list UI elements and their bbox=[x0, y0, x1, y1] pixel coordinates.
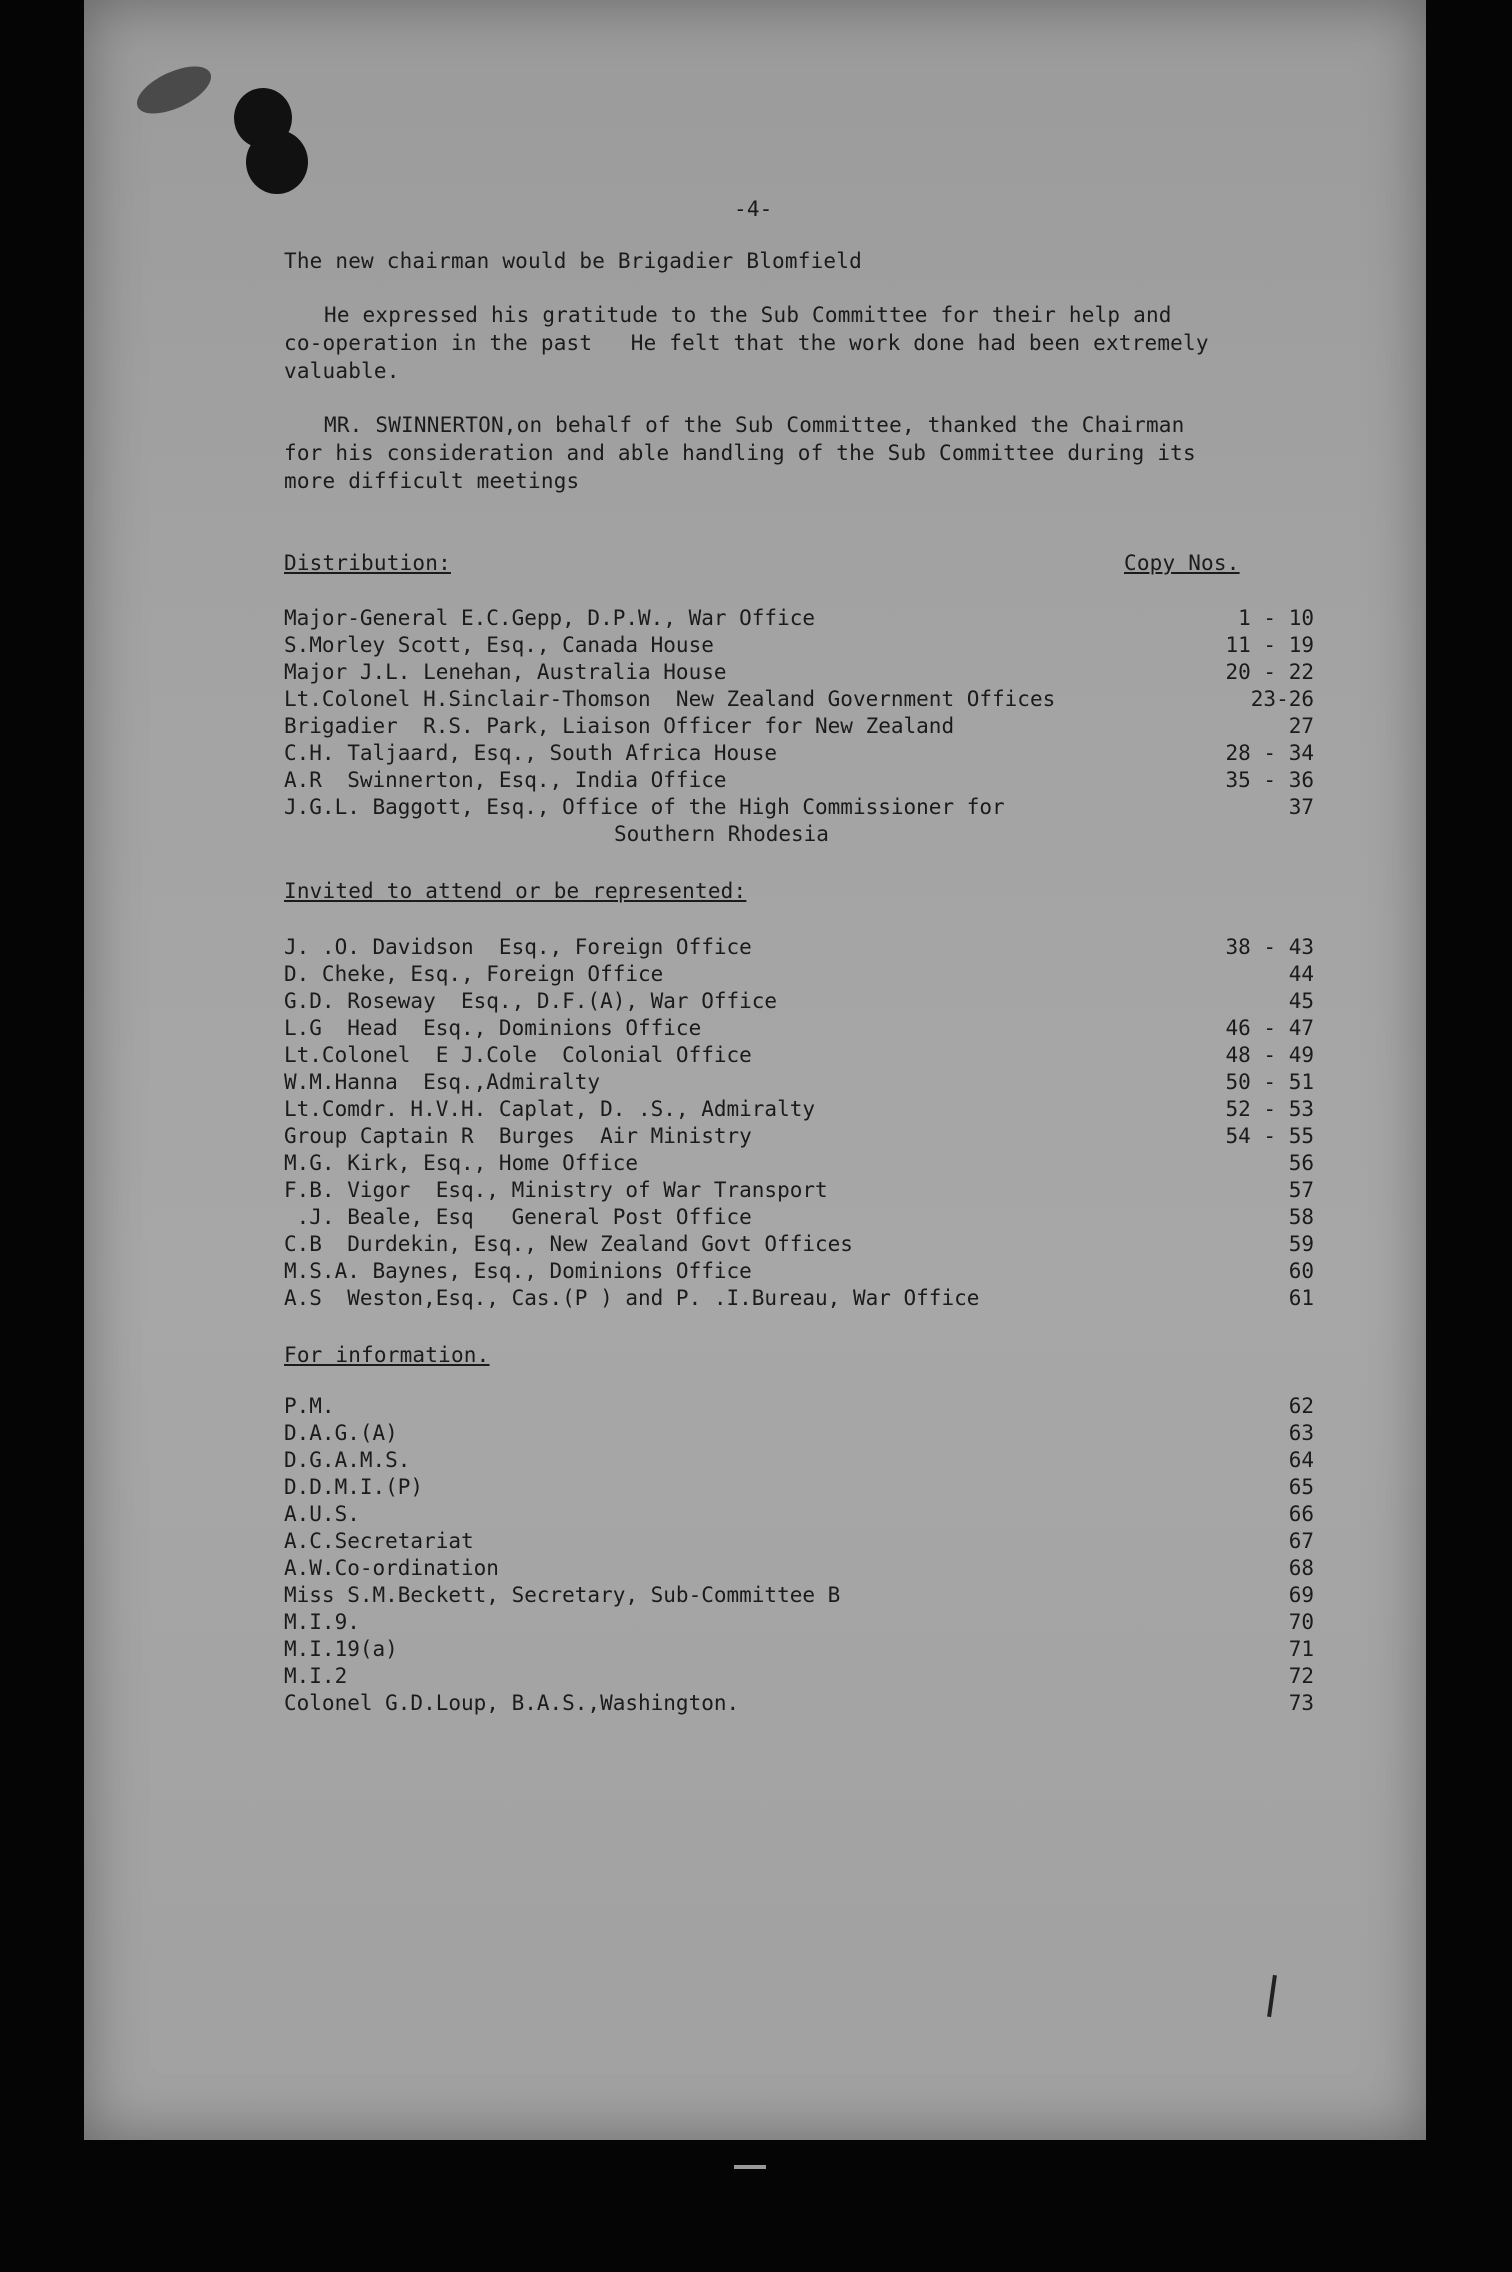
ink-blot bbox=[246, 130, 308, 194]
recipient-name: L.G Head Esq., Dominions Office bbox=[284, 1016, 702, 1040]
information-row bbox=[284, 1663, 1314, 1690]
recipient-name: D.D.M.I.(P) bbox=[284, 1475, 424, 1499]
distribution-row bbox=[284, 659, 1314, 686]
copy-number: 63 bbox=[1288, 1421, 1314, 1445]
copy-number: 68 bbox=[1288, 1556, 1314, 1580]
information-row bbox=[284, 1555, 1314, 1582]
recipient-name: Group Captain R Burges Air Ministry bbox=[284, 1124, 752, 1148]
para2-line: more difficult meetings bbox=[284, 469, 580, 493]
information-row bbox=[284, 1501, 1314, 1528]
copy-number: 44 bbox=[1288, 962, 1314, 986]
recipient-name: Miss S.M.Beckett, Secretary, Sub-Committee B bbox=[284, 1583, 841, 1607]
recipient-name: D. Cheke, Esq., Foreign Office bbox=[284, 962, 664, 986]
for-information-heading: For information. bbox=[284, 1343, 490, 1367]
ink-smudge bbox=[130, 57, 218, 123]
information-row bbox=[284, 1690, 1314, 1717]
copy-number: 56 bbox=[1288, 1151, 1314, 1175]
recipient-name: C.B Durdekin, Esq., New Zealand Govt Offices bbox=[284, 1232, 853, 1256]
copy-number: 58 bbox=[1288, 1205, 1314, 1229]
document-sheet bbox=[84, 0, 1426, 2140]
recipient-name: A.R Swinnerton, Esq., India Office bbox=[284, 768, 727, 792]
copy-number: 65 bbox=[1288, 1475, 1314, 1499]
recipient-name: A.S Weston,Esq., Cas.(P ) and P. .I.Bureau, War Office bbox=[284, 1286, 980, 1310]
copy-number: 35 - 36 bbox=[1225, 768, 1314, 792]
copy-number: 45 bbox=[1288, 989, 1314, 1013]
distribution-row bbox=[284, 686, 1314, 713]
recipient-name: Major J.L. Lenehan, Australia House bbox=[284, 660, 727, 684]
invited-row bbox=[284, 961, 1314, 988]
recipient-name: A.W.Co-ordination bbox=[284, 1556, 499, 1580]
invited-row bbox=[284, 988, 1314, 1015]
copy-number: 20 - 22 bbox=[1225, 660, 1314, 684]
para1-line: valuable. bbox=[284, 359, 400, 383]
recipient-name: M.G. Kirk, Esq., Home Office bbox=[284, 1151, 639, 1175]
copy-number: 1 - 10 bbox=[1238, 606, 1314, 630]
para1-line: He expressed his gratitude to the Sub Committee for their help and bbox=[324, 303, 1172, 327]
copy-number: 37 bbox=[1288, 795, 1314, 819]
invited-row bbox=[284, 1042, 1314, 1069]
information-row bbox=[284, 1420, 1314, 1447]
distribution-row bbox=[284, 632, 1314, 659]
recipient-name: G.D. Roseway Esq., D.F.(A), War Office bbox=[284, 989, 778, 1013]
information-row bbox=[284, 1636, 1314, 1663]
recipient-name: Lt.Colonel H.Sinclair-Thomson New Zealand Government Offices bbox=[284, 687, 1056, 711]
recipient-name: S.Morley Scott, Esq., Canada House bbox=[284, 633, 714, 657]
information-row bbox=[284, 1609, 1314, 1636]
distribution-row bbox=[284, 713, 1314, 740]
pen-tick-mark bbox=[1267, 1975, 1277, 2017]
recipient-name: Lt.Colonel E J.Cole Colonial Office bbox=[284, 1043, 752, 1067]
distribution-row bbox=[284, 767, 1314, 794]
invited-row bbox=[284, 1123, 1314, 1150]
para2-line: MR. SWINNERTON,on behalf of the Sub Committee, thanked the Chairman bbox=[324, 413, 1185, 437]
copy-number: 61 bbox=[1288, 1286, 1314, 1310]
copy-number: 69 bbox=[1288, 1583, 1314, 1607]
copy-number: 38 - 43 bbox=[1225, 935, 1314, 959]
recipient-name: M.I.9. bbox=[284, 1610, 360, 1634]
recipient-name: F.B. Vigor Esq., Ministry of War Transport bbox=[284, 1178, 828, 1202]
invited-heading: Invited to attend or be represented: bbox=[284, 879, 747, 903]
recipient-name: D.A.G.(A) bbox=[284, 1421, 398, 1445]
invited-row bbox=[284, 1231, 1314, 1258]
distribution-row bbox=[284, 794, 1314, 821]
para2-line: for his consideration and able handling of the Sub Committee during its bbox=[284, 441, 1196, 465]
distribution-row bbox=[284, 740, 1314, 767]
recipient-name: M.I.2 bbox=[284, 1664, 348, 1688]
page-number: -4- bbox=[734, 197, 773, 221]
information-row bbox=[284, 1447, 1314, 1474]
recipient-continuation: Southern Rhodesia bbox=[614, 822, 829, 846]
recipient-name: Major-General E.C.Gepp, D.P.W., War Office bbox=[284, 606, 816, 630]
copy-number: 70 bbox=[1288, 1610, 1314, 1634]
copy-number: 27 bbox=[1288, 714, 1314, 738]
recipient-name: Brigadier R.S. Park, Liaison Officer for New Zealand bbox=[284, 714, 955, 738]
copy-number: 46 - 47 bbox=[1225, 1016, 1314, 1040]
copy-number: 60 bbox=[1288, 1259, 1314, 1283]
copy-number: 73 bbox=[1288, 1691, 1314, 1715]
copy-number: 50 - 51 bbox=[1225, 1070, 1314, 1094]
invited-row bbox=[284, 1015, 1314, 1042]
recipient-name: .J. Beale, Esq General Post Office bbox=[284, 1205, 752, 1229]
copy-number: 64 bbox=[1288, 1448, 1314, 1472]
copy-number: 54 - 55 bbox=[1225, 1124, 1314, 1148]
invited-row bbox=[284, 1258, 1314, 1285]
copy-number: 67 bbox=[1288, 1529, 1314, 1553]
para1-line: co-operation in the past He felt that the work done had been extremely bbox=[284, 331, 1209, 355]
recipient-name: W.M.Hanna Esq.,Admiralty bbox=[284, 1070, 601, 1094]
copy-number: 59 bbox=[1288, 1232, 1314, 1256]
copy-nos-heading: Copy Nos. bbox=[1124, 551, 1240, 575]
invited-row bbox=[284, 1069, 1314, 1096]
copy-number: 23-26 bbox=[1250, 687, 1314, 711]
margin-mark bbox=[734, 2165, 766, 2169]
invited-row bbox=[284, 1204, 1314, 1231]
copy-number: 57 bbox=[1288, 1178, 1314, 1202]
invited-row bbox=[284, 1150, 1314, 1177]
recipient-name: Lt.Comdr. H.V.H. Caplat, D. .S., Admiralty bbox=[284, 1097, 816, 1121]
recipient-name: A.C.Secretariat bbox=[284, 1529, 474, 1553]
recipient-name: J. .O. Davidson Esq., Foreign Office bbox=[284, 935, 752, 959]
copy-number: 71 bbox=[1288, 1637, 1314, 1661]
recipient-name: P.M. bbox=[284, 1394, 335, 1418]
recipient-name: C.H. Taljaard, Esq., South Africa House bbox=[284, 741, 778, 765]
invited-row bbox=[284, 934, 1314, 961]
recipient-name: Colonel G.D.Loup, B.A.S.,Washington. bbox=[284, 1691, 740, 1715]
invited-row bbox=[284, 1096, 1314, 1123]
copy-number: 48 - 49 bbox=[1225, 1043, 1314, 1067]
recipient-name: M.I.19(a) bbox=[284, 1637, 398, 1661]
information-row bbox=[284, 1474, 1314, 1501]
distribution-heading: Distribution: bbox=[284, 551, 451, 575]
invited-row bbox=[284, 1285, 1314, 1312]
copy-number: 62 bbox=[1288, 1394, 1314, 1418]
recipient-name: M.S.A. Baynes, Esq., Dominions Office bbox=[284, 1259, 752, 1283]
recipient-name: J.G.L. Baggott, Esq., Office of the High Commissioner for bbox=[284, 795, 1005, 819]
copy-number: 72 bbox=[1288, 1664, 1314, 1688]
copy-number: 11 - 19 bbox=[1225, 633, 1314, 657]
copy-number: 66 bbox=[1288, 1502, 1314, 1526]
intro-line: The new chairman would be Brigadier Blomfield bbox=[284, 249, 862, 273]
distribution-row bbox=[284, 605, 1314, 632]
recipient-name: A.U.S. bbox=[284, 1502, 360, 1526]
information-row bbox=[284, 1393, 1314, 1420]
information-row bbox=[284, 1582, 1314, 1609]
information-row bbox=[284, 1528, 1314, 1555]
copy-number: 52 - 53 bbox=[1225, 1097, 1314, 1121]
recipient-name: D.G.A.M.S. bbox=[284, 1448, 411, 1472]
copy-number: 28 - 34 bbox=[1225, 741, 1314, 765]
invited-row bbox=[284, 1177, 1314, 1204]
